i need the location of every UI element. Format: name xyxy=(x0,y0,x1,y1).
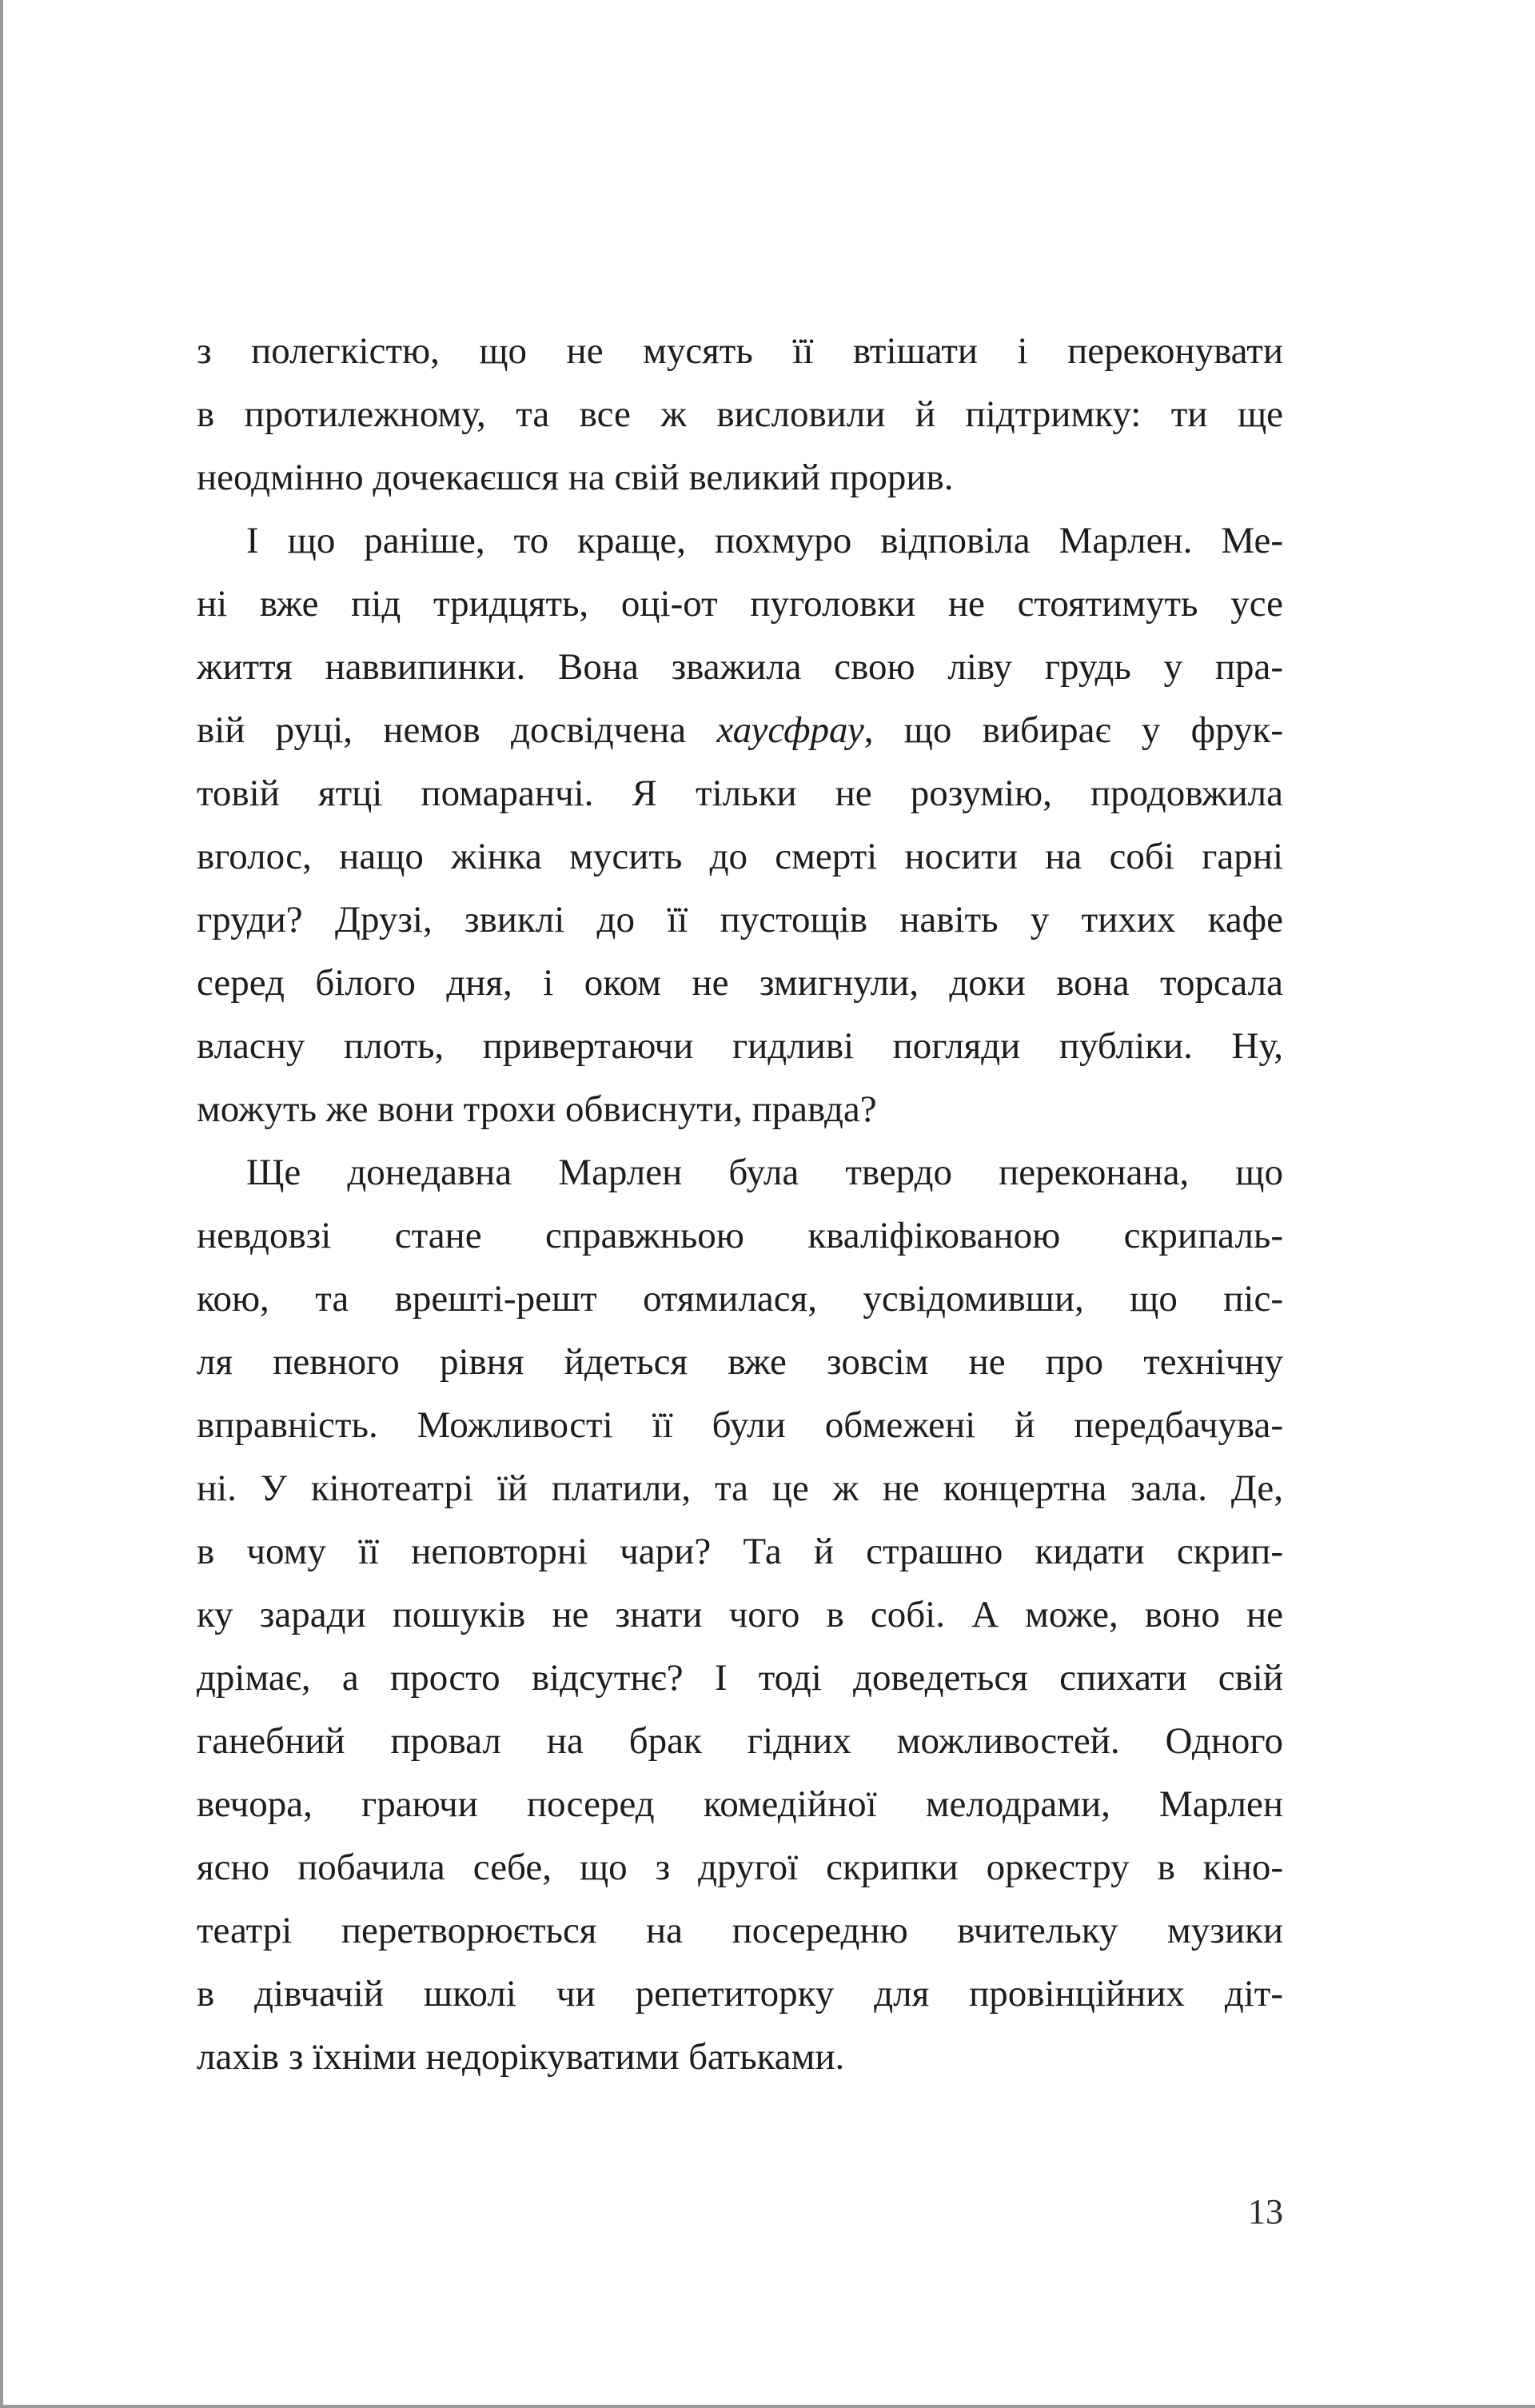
text-line: ні вже під тридцять, оці-от пуголовки не стоятимуть усе xyxy=(197,583,1283,625)
text-line-with-italic xyxy=(197,699,1283,762)
text-line: можуть же вони трохи обвиснути, правда? xyxy=(197,1088,877,1130)
text-line: невдовзі стане справжньою кваліфікованою скрипаль- xyxy=(197,1215,1283,1256)
text-line: в чому її неповторні чари? Та й страшно кидати скрип- xyxy=(197,1531,1283,1572)
text-line: І що раніше, то краще, похмуро відповіла Марлен. Ме- xyxy=(246,520,1283,561)
text-line: груди? Друзі, звиклі до її пустощів навіть у тихих кафе xyxy=(197,899,1283,940)
body-text xyxy=(197,320,1283,2089)
text-line: неодмінно дочекаєшся на свій великий прорив. xyxy=(197,457,954,498)
text-line: ганебний провал на брак гідних можливостей. Одного xyxy=(197,1720,1283,1762)
text-line: ку заради пошуків не знати чого в собі. А може, воно не xyxy=(197,1594,1283,1635)
italic-word: хаусфрау xyxy=(716,709,864,751)
text-line: ні. У кінотеатрі їй платили, та це ж не концертна зала. Де, xyxy=(197,1468,1283,1509)
text-line: вечора, граючи посеред комедійної мелодрами, Марлен xyxy=(197,1783,1283,1825)
text-line: в дівчачій школі чи репетиторку для провінційних діт- xyxy=(197,1973,1283,2015)
text-line: кою, та врешті-решт отямилася, усвідомивши, що піс- xyxy=(197,1278,1283,1320)
text-line: театрі перетворюється на посередню вчительку музики xyxy=(197,1910,1283,1951)
text-line: вголос, нащо жінка мусить до смерті носити на собі гарні xyxy=(197,836,1283,877)
text-line: ля певного рівня йдеться вже зовсім не про технічну xyxy=(197,1341,1283,1383)
page-number: 13 xyxy=(1248,2192,1283,2231)
text-line: з полегкістю, що не мусять її втішати і переконувати xyxy=(197,330,1283,372)
text-line: дрімає, а просто відсутнє? І тоді доведеться спихати свій xyxy=(197,1657,1283,1699)
text-line: серед білого дня, і оком не змигнули, доки вона торсала xyxy=(197,962,1283,1004)
text-line: ясно побачила себе, що з другої скрипки оркестру в кіно- xyxy=(197,1847,1283,1888)
text-line: в протилежному, та все ж висловили й підтримку: ти ще xyxy=(197,393,1283,435)
text-line: вправність. Можливості її були обмежені й передбачува- xyxy=(197,1404,1283,1446)
text-segment: , що вибирає у фрук- xyxy=(863,709,1283,751)
text-line: власну плоть, привертаючи гидливі погляди публіки. Ну, xyxy=(197,1025,1283,1067)
text-segment: вій руці, немов досвідчена xyxy=(197,709,717,751)
text-line: лахів з їхніми недорікуватими батьками. xyxy=(197,2036,845,2078)
text-line: Ще донедавна Марлен була твердо переконана, що xyxy=(246,1152,1283,1193)
text-line: життя наввипинки. Вона зважила свою ліву грудь у пра- xyxy=(197,646,1283,688)
text-line: товій ятці помаранчі. Я тільки не розумію, продовжила xyxy=(197,773,1283,814)
